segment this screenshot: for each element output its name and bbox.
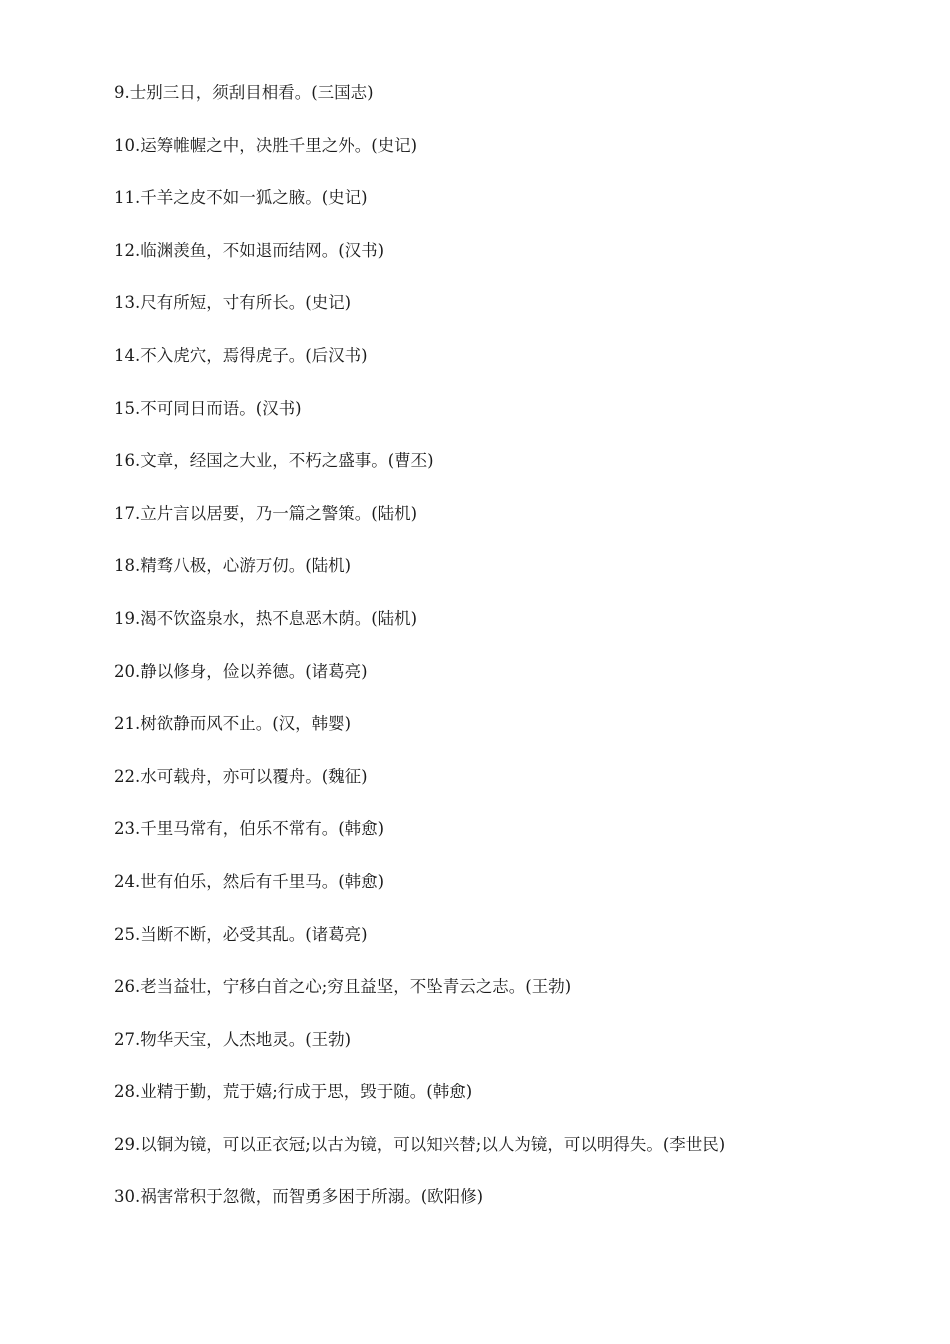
- quote-item: 20.静以修身，俭以养德。(诸葛亮): [114, 661, 368, 681]
- quote-item: 11.千羊之皮不如一狐之腋。(史记): [114, 188, 368, 208]
- quote-item: 9.士别三日，须刮目相看。(三国志): [114, 83, 374, 102]
- quote-item: 25.当断不断，必受其乱。(诸葛亮): [114, 924, 368, 944]
- quote-item: 21.树欲静而风不止。(汉，韩婴): [114, 714, 352, 734]
- quote-item: 15.不可同日而语。(汉书): [114, 398, 302, 418]
- quote-item: 23.千里马常有，伯乐不常有。(韩愈): [114, 819, 385, 839]
- quote-item: 14.不入虎穴，焉得虎子。(后汉书): [114, 345, 368, 365]
- quote-item: 22.水可载舟，亦可以覆舟。(魏征): [114, 766, 368, 786]
- quote-item: 10.运筹帷幄之中，决胜千里之外。(史记): [114, 135, 418, 155]
- quote-item: 12.临渊羡鱼，不如退而结网。(汉书): [114, 240, 385, 260]
- quote-item: 19.渴不饮盗泉水，热不息恶木荫。(陆机): [114, 608, 418, 628]
- quote-item: 16.文章，经国之大业，不朽之盛事。(曹丕): [114, 451, 434, 471]
- quote-item: 27.物华天宝，人杰地灵。(王勃): [114, 1029, 352, 1049]
- quote-item: 30.祸害常积于忽微，而智勇多困于所溺。(欧阳修): [114, 1187, 484, 1207]
- quote-item: 13.尺有所短，寸有所长。(史记): [114, 293, 352, 313]
- quote-item: 18.精骛八极，心游万仞。(陆机): [114, 556, 352, 576]
- quote-item: 24.世有伯乐，然后有千里马。(韩愈): [114, 871, 385, 891]
- quote-item: 28.业精于勤，荒于嬉;行成于思，毁于随。(韩愈): [114, 1082, 473, 1102]
- quote-item: 17.立片言以居要，乃一篇之警策。(陆机): [114, 503, 418, 523]
- quote-item: 29.以铜为镜，可以正衣冠;以古为镜，可以知兴替;以人为镜，可以明得失。(李世民): [114, 1134, 726, 1154]
- quote-item: 26.老当益壮，宁移白首之心;穷且益坚，不坠青云之志。(王勃): [114, 977, 572, 997]
- quote-list: [114, 80, 914, 1237]
